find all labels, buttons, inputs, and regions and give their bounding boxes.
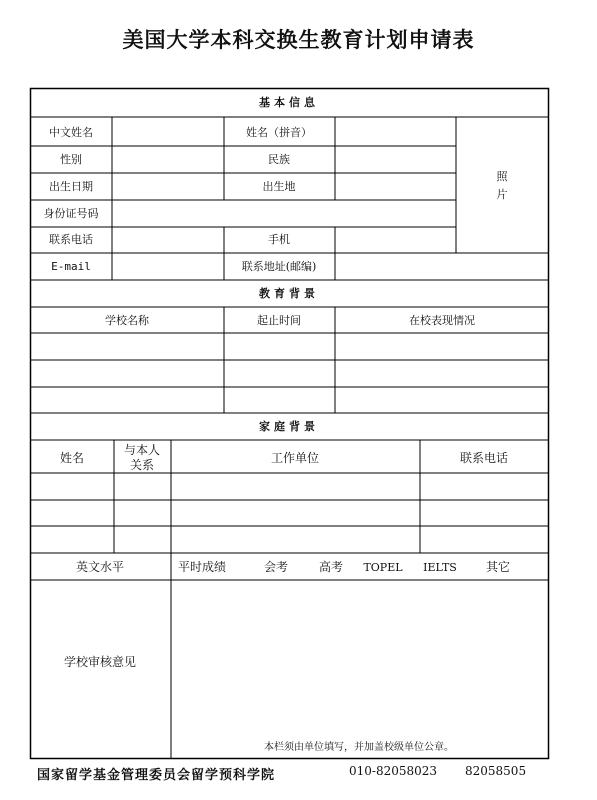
label-birth-date: 出生日期: [49, 180, 93, 193]
label-id-number: 身份证号码: [43, 207, 99, 220]
section-basic-info: 基本信息: [259, 96, 319, 109]
section-education: 教育背景: [259, 287, 319, 300]
english-item-topel: TOPEL: [363, 561, 403, 574]
footer-org: 国家留学基金管理委员会留学预科学院: [37, 768, 276, 783]
label-mobile: 手机: [268, 233, 290, 246]
label-photo-1: 照: [496, 170, 508, 183]
review-note: 本栏须由单位填写，并加盖校级单位公章。: [264, 742, 454, 753]
english-item-huikao: 会考: [263, 560, 289, 574]
english-item-regular: 平时成绩: [177, 560, 227, 574]
label-english-level: 英文水平: [75, 560, 125, 574]
label-name-pinyin: 姓名（拼音）: [246, 126, 312, 139]
english-item-ielts: IELTS: [423, 561, 457, 574]
label-school-review: 学校审核意见: [63, 655, 137, 669]
label-phone: 联系电话: [49, 233, 93, 246]
label-family-name: 姓名: [59, 451, 85, 465]
label-email: E-mail: [51, 260, 91, 273]
label-relation-1: 与本人: [123, 443, 161, 457]
label-relation-2: 关系: [129, 458, 155, 472]
label-school-name: 学校名称: [105, 314, 149, 327]
section-family: 家庭背景: [259, 420, 319, 433]
label-work-unit: 工作单位: [270, 451, 320, 465]
english-item-other: 其它: [485, 560, 511, 574]
label-photo-2: 片: [496, 188, 508, 201]
form-title: 美国大学本科交换生教育计划申请表: [122, 27, 475, 52]
label-family-phone: 联系电话: [459, 451, 509, 465]
label-gender: 性别: [60, 153, 82, 166]
label-ethnicity: 民族: [268, 153, 290, 166]
label-performance: 在校表现情况: [409, 314, 475, 327]
label-chinese-name: 中文姓名: [49, 126, 93, 139]
english-item-gaokao: 高考: [318, 560, 344, 574]
footer-phone-2: 82058505: [465, 764, 527, 778]
label-birth-place: 出生地: [262, 180, 296, 193]
label-period: 起止时间: [257, 314, 301, 327]
footer-phone-1: 010-82058023: [349, 764, 438, 778]
label-address: 联系地址(邮编): [241, 260, 317, 273]
